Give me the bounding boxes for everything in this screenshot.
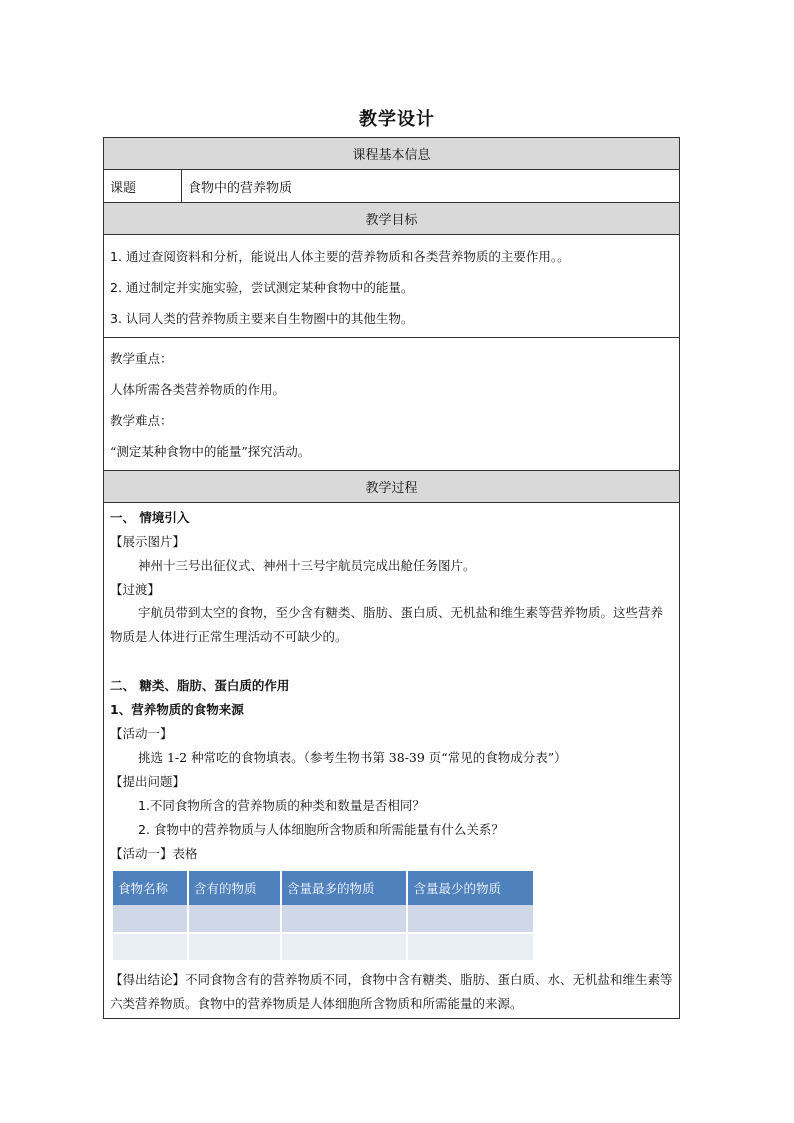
table-header-most: 含量最多的物质 bbox=[281, 871, 407, 905]
table-row bbox=[113, 933, 534, 961]
sub1-heading: 1、营养物质的食物来源 bbox=[110, 702, 244, 717]
topic-label: 课题 bbox=[104, 170, 182, 202]
question-label: 【提出问题】 bbox=[110, 774, 186, 789]
section-header-goals: 教学目标 bbox=[104, 203, 679, 235]
table-cell[interactable] bbox=[113, 905, 188, 933]
table-cell[interactable] bbox=[281, 905, 407, 933]
table-cell[interactable] bbox=[113, 933, 188, 961]
food-nutrient-table bbox=[113, 871, 535, 962]
table-header-food-name: 食物名称 bbox=[113, 871, 188, 905]
difficulty-value: “测定某种食物中的能量”探究活动。 bbox=[110, 443, 311, 459]
show-picture-text: 神州十三号出征仪式、神州十三号宇航员完成出舱任务图片。 bbox=[138, 558, 476, 573]
process-content bbox=[104, 503, 679, 1018]
transition-label: 【过渡】 bbox=[110, 582, 161, 597]
difficulty-label: 教学难点： bbox=[110, 412, 173, 428]
part2-heading: 二、 糖类、脂肪、蛋白质的作用 bbox=[110, 678, 290, 693]
goal-item: 2. 通过制定并实施实验，尝试测定某种食物中的能量。 bbox=[110, 279, 414, 295]
activity1-table-label: 【活动一】表格 bbox=[110, 846, 198, 861]
show-picture-label: 【展示图片】 bbox=[110, 534, 186, 549]
part1-heading: 一、 情境引入 bbox=[110, 510, 190, 525]
transition-text: 宇航员带到太空的食物，至少含有糖类、脂肪、蛋白质、无机盐和维生素等营养物质。这些营养物质是人体进行正常生理活动不可缺少的。 bbox=[110, 605, 664, 644]
question-2: 2. 食物中的营养物质与人体细胞所含物质和所需能量有什么关系？ bbox=[138, 822, 504, 837]
section-header-basic-info: 课程基本信息 bbox=[104, 138, 679, 170]
activity1-label: 【活动一】 bbox=[110, 726, 173, 741]
document-title: 教学设计 bbox=[359, 109, 435, 130]
goal-item: 1. 通过查阅资料和分析，能说出人体主要的营养物质和各类营养物质的主要作用。。 bbox=[110, 248, 570, 264]
topic-value: 食物中的营养物质 bbox=[188, 180, 293, 196]
conclusion-text: 【得出结论】不同食物含有的营养物质不同，食物中含有糖类、脂肪、蛋白质、水、无机盐和维生素等六类营养物质。食物中的营养物质是人体细胞所含物质和所需能量的来源。 bbox=[110, 972, 673, 1011]
goals-list bbox=[104, 235, 679, 338]
table-cell[interactable] bbox=[188, 933, 281, 961]
table-row bbox=[113, 905, 534, 933]
key-points-cell bbox=[104, 338, 679, 471]
table-cell[interactable] bbox=[188, 905, 281, 933]
goal-item: 3. 认同人类的营养物质主要来自生物圈中的其他生物。 bbox=[110, 310, 414, 326]
table-header-contained: 含有的物质 bbox=[188, 871, 281, 905]
topic-row bbox=[104, 170, 679, 203]
activity1-text: 挑选 1-2 种常吃的食物填表。（参考生物书第 38-39 页“常见的食物成分表”） bbox=[138, 750, 567, 765]
table-header-least: 含量最少的物质 bbox=[407, 871, 534, 905]
table-cell[interactable] bbox=[281, 933, 407, 961]
table-cell[interactable] bbox=[407, 933, 534, 961]
key-point-value: 人体所需各类营养物质的作用。 bbox=[110, 381, 286, 397]
section-header-process: 教学过程 bbox=[104, 471, 679, 503]
lesson-plan-table bbox=[103, 137, 680, 1019]
key-point-label: 教学重点： bbox=[110, 350, 173, 366]
table-cell[interactable] bbox=[407, 905, 534, 933]
question-1: 1.不同食物所含的营养物质的种类和数量是否相同？ bbox=[138, 798, 425, 813]
